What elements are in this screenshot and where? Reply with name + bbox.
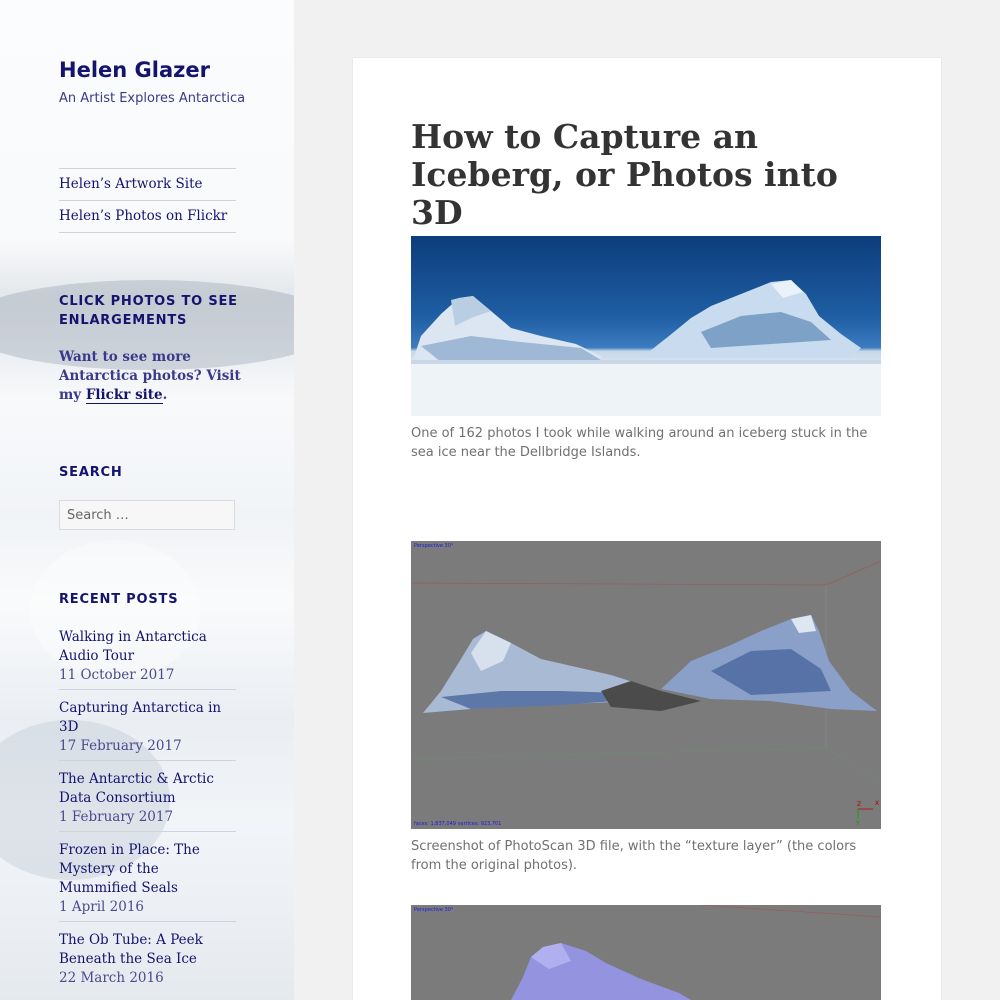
- viewport-status-text: faces: 1,837,049 vertices: 923,701: [414, 821, 502, 827]
- list-item: [59, 770, 236, 832]
- viewport-perspective-label: Perspective 30°: [414, 907, 454, 913]
- recent-post-date: 17 February 2017: [59, 738, 182, 754]
- list-item: [59, 699, 236, 761]
- widget-text-flickr: [59, 348, 244, 405]
- flickr-site-link[interactable]: Flickr site: [85, 387, 163, 403]
- recent-post-link[interactable]: Walking in Antarctica Audio Tour: [59, 629, 207, 664]
- widget-text-after: .: [162, 387, 168, 403]
- main-content: [294, 0, 1000, 1000]
- widget-title-search: SEARCH: [59, 465, 123, 480]
- menu-item-artwork-site[interactable]: Helen’s Artwork Site: [59, 169, 236, 201]
- viewport-perspective-label: Perspective 30°: [414, 543, 454, 549]
- figure-caption: Screenshot of PhotoScan 3D file, with the “texture layer” (the colors from the original photos).: [411, 839, 857, 873]
- article: [353, 58, 941, 1000]
- recent-post-date: 22 March 2016: [59, 970, 164, 986]
- recent-post-date: 11 October 2017: [59, 667, 175, 683]
- svg-text:X: X: [875, 800, 880, 807]
- photoscan-model-graphic-2: [411, 905, 881, 1000]
- recent-post-link[interactable]: Capturing Antarctica in 3D: [59, 700, 222, 735]
- svg-text:Y: Y: [856, 820, 860, 827]
- recent-post-date: 1 February 2017: [59, 809, 174, 825]
- recent-posts-list: [59, 628, 236, 1000]
- recent-post-link[interactable]: The Antarctic & Arctic Data Consortium: [59, 771, 214, 806]
- sidebar-menu: [59, 168, 236, 233]
- iceberg-photo[interactable]: [411, 236, 881, 416]
- photoscan-screenshot-2[interactable]: [411, 905, 881, 1000]
- list-item: [59, 841, 236, 922]
- search-input[interactable]: [59, 500, 235, 530]
- site-description: An Artist Explores Antarctica: [59, 91, 246, 106]
- recent-post-date: 1 April 2016: [59, 899, 145, 915]
- svg-text:Z: Z: [857, 801, 862, 808]
- recent-post-link[interactable]: Frozen in Place: The Mystery of the Mummified Seals: [59, 842, 200, 896]
- photoscan-screenshot[interactable]: [411, 541, 881, 829]
- photoscan-model-graphic: [411, 541, 881, 829]
- widget-text-before: Want to see more Antarctica photos? Visit my: [59, 349, 241, 403]
- site-title[interactable]: Helen Glazer: [59, 58, 210, 82]
- widget-title-click-photos: CLICK PHOTOS TO SEE ENLARGEMENTS: [59, 294, 238, 328]
- iceberg-photo-graphic: [411, 236, 881, 416]
- widget-title-recent-posts: RECENT POSTS: [59, 592, 179, 607]
- list-item: [59, 931, 236, 992]
- list-item: [59, 628, 236, 690]
- sidebar: [0, 0, 294, 1000]
- menu-item-flickr-photos[interactable]: Helen’s Photos on Flickr: [59, 201, 236, 233]
- figure-caption: One of 162 photos I took while walking around an iceberg stuck in the sea ice near the Dellbridge Islands.: [411, 426, 868, 460]
- article-title: How to Capture an Iceberg, or Photos into 3D: [411, 117, 838, 232]
- recent-post-link[interactable]: The Ob Tube: A Peek Beneath the Sea Ice: [59, 932, 203, 967]
